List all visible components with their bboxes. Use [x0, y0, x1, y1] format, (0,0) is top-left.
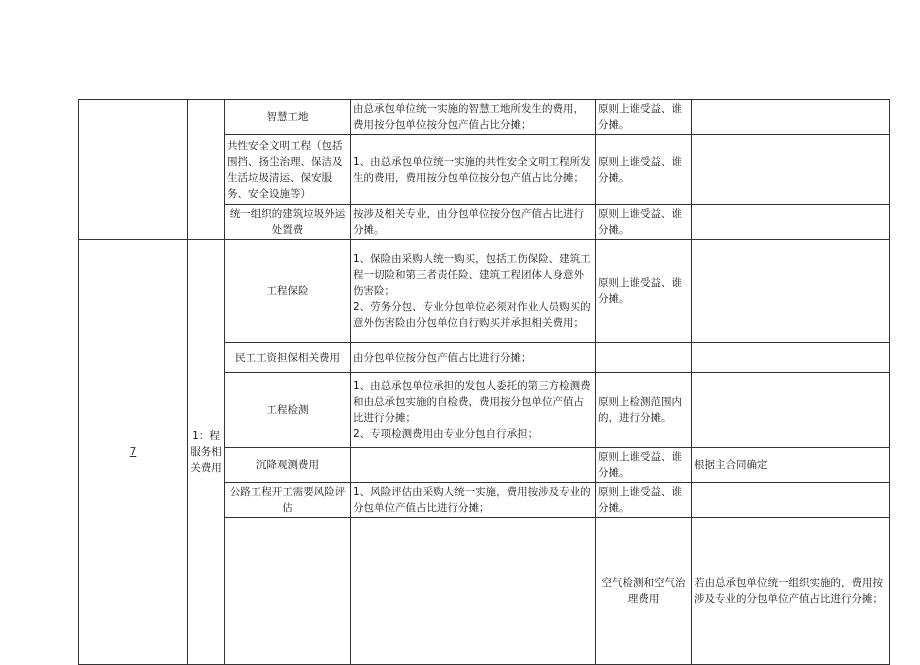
note-cell: [692, 205, 890, 240]
item-name: 民工工资担保相关费用: [225, 343, 351, 373]
table-row: [79, 100, 890, 135]
allocation-principle: 原则上谁受益、谁分摊。: [596, 483, 692, 518]
allocation-description: [351, 483, 596, 518]
allocation-description: [351, 100, 596, 135]
allocation-description: [351, 135, 596, 205]
allocation-principle: 原则上谁受益、谁分摊。: [596, 205, 692, 240]
allocation-principle: [596, 343, 692, 373]
category-cell-blank: [188, 100, 225, 240]
row-number: 7: [129, 446, 137, 458]
allocation-description: [351, 205, 596, 240]
description-line: 2、专项检测费用由专业分包自行承担；: [353, 428, 539, 440]
description-line: 由总承包单位统一实施的智慧工地所发生的费用，费用按分包单位按分包产值占比分摊；: [353, 103, 584, 131]
description-line: 由分包单位按分包产值占比进行分摊；: [353, 351, 532, 364]
description-line: 若由总承包单位统一组织实施的，费用按涉及专业的分包单位产值占比进行分摊；: [694, 577, 883, 605]
description-line: 1、风险评估由采购人统一实施，费用按涉及专业的分包单位产值占比进行分摊；: [353, 486, 591, 514]
row-number-cell-blank: [79, 100, 188, 240]
allocation-principle: 原则上检测范围内的，进行分摊。: [596, 373, 692, 448]
item-name: 工程检测: [225, 373, 351, 448]
item-name: 空气检测和空气治理费用: [596, 518, 692, 665]
allocation-description: [351, 343, 596, 373]
row-number-cell: [79, 240, 188, 665]
description-line: 按涉及相关专业，由分包单位按分包产值占比进行分摊。: [353, 208, 584, 236]
allocation-principle: 原则上谁受益、谁分摊。: [596, 100, 692, 135]
note-cell: [692, 240, 890, 343]
note-cell: [692, 373, 890, 448]
item-name: 智慧工地: [225, 100, 351, 135]
category-cell-blank: [351, 518, 596, 665]
table-row: [79, 240, 890, 343]
category-cell: 1：程服务相关费用: [188, 240, 225, 665]
note-cell: 根据主合同确定: [692, 448, 890, 483]
allocation-principle: 原则上谁受益、谁分摊。: [596, 240, 692, 343]
allocation-principle: 原则上谁受益、谁分摊。: [596, 448, 692, 483]
description-line: 1、由总承包单位承担的发包人委托的第三方检测费和由总承包实施的自检费，费用按分包单位产值占比进行分摊；: [353, 380, 591, 424]
allocation-description: [351, 240, 596, 343]
allocation-description: [351, 373, 596, 448]
note-cell: [692, 343, 890, 373]
allocation-description: [351, 448, 596, 483]
item-name: 工程保险: [225, 240, 351, 343]
item-name: 公路工程开工需要风险评估: [225, 483, 351, 518]
item-name: 沉降观测费用: [225, 448, 351, 483]
item-name: 统一组织的建筑垃圾外运处置费: [225, 205, 351, 240]
item-name: 共性安全文明工程（包括围挡、扬尘治理、保洁及生活垃圾清运、保安服务、安全设施等）: [225, 135, 351, 205]
note-cell: [692, 100, 890, 135]
description-line: 1、保险由采购人统一购买，包括工伤保险、建筑工程一切险和第三者责任险、建筑工程团体人身意外伤害险；: [353, 253, 591, 297]
description-line: 1、由总承包单位统一实施的共性安全文明工程所发生的费用，费用按分包单位按分包产值占比分摊；: [353, 155, 591, 184]
allocation-principle: 原则上谁受益、谁分摊。: [596, 135, 692, 205]
note-cell: [692, 135, 890, 205]
row-number-cell-blank: [225, 518, 351, 665]
note-cell: [692, 483, 890, 518]
allocation-description: [692, 518, 890, 665]
fee-allocation-table: [78, 99, 890, 665]
description-line: 2、劳务分包、专业分包单位必须对作业人员购买的意外伤害险由分包单位自行购买并承担相关费用；: [353, 301, 591, 329]
